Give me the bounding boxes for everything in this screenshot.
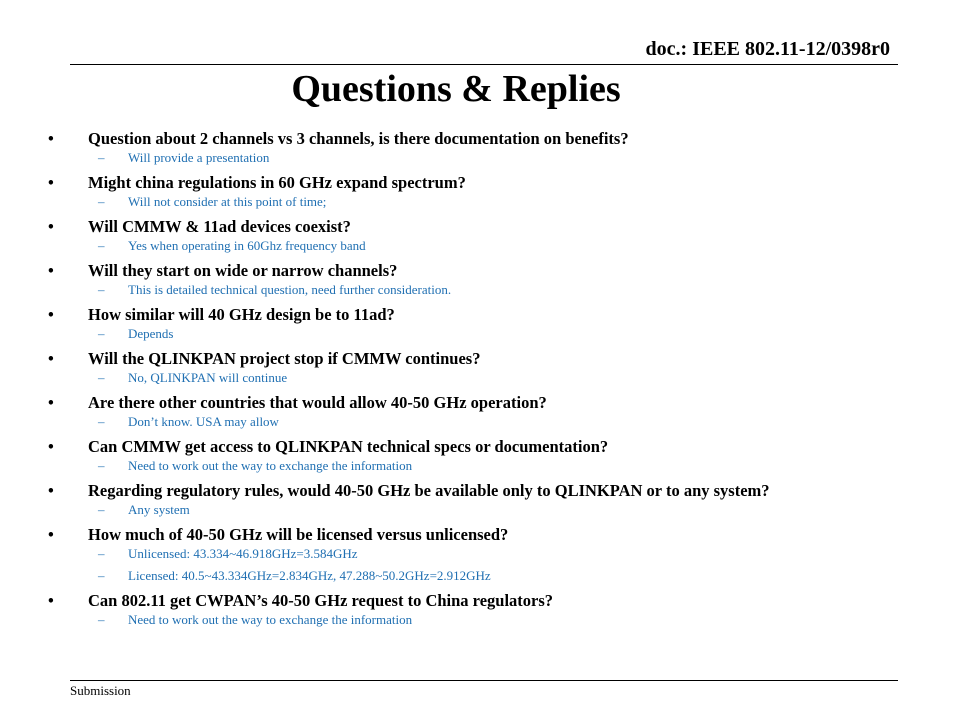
bullet-icon: •	[48, 437, 54, 456]
bullet-icon: •	[48, 129, 54, 148]
bullet-icon: •	[48, 305, 54, 324]
question	[48, 260, 928, 282]
question-text: Might china regulations in 60 GHz expand spectrum?	[88, 173, 466, 192]
reply-text: Any system	[128, 502, 190, 517]
dash-icon: –	[98, 238, 105, 253]
qa-item	[48, 172, 928, 210]
question-text: Regarding regulatory rules, would 40-50 GHz be available only to QLINKPAN or to any system?	[88, 481, 770, 500]
doc-id: doc.: IEEE 802.11-12/0398r0	[645, 38, 890, 60]
qa-item	[48, 216, 928, 254]
reply	[48, 326, 928, 342]
submission-label: Submission	[70, 683, 131, 698]
dash-icon: –	[98, 546, 105, 561]
reply	[48, 546, 928, 562]
reply-text: No, QLINKPAN will continue	[128, 370, 288, 385]
reply	[48, 458, 928, 474]
question-text: How similar will 40 GHz design be to 11ad?	[88, 305, 395, 324]
dash-icon: –	[98, 612, 105, 627]
qa-item	[48, 392, 928, 430]
question-text: Will the QLINKPAN project stop if CMMW continues?	[88, 349, 481, 368]
dash-icon: –	[98, 414, 105, 429]
bullet-icon: •	[48, 481, 54, 500]
reply-list	[48, 612, 928, 628]
qa-item	[48, 480, 928, 518]
reply-text: Will not consider at this point of time;	[128, 194, 327, 209]
reply-list	[48, 326, 928, 342]
question-text: Question about 2 channels vs 3 channels, is there documentation on benefits?	[88, 129, 629, 148]
question-text: Can 802.11 get CWPAN’s 40-50 GHz request to China regulators?	[88, 591, 554, 610]
bullet-icon: •	[48, 591, 54, 610]
header-rule	[70, 64, 898, 65]
reply-text: Depends	[128, 326, 174, 341]
question	[48, 128, 928, 150]
question-text: Will CMMW & 11ad devices coexist?	[88, 217, 351, 236]
bullet-icon: •	[48, 393, 54, 412]
question	[48, 524, 928, 546]
reply-list	[48, 194, 928, 210]
qa-list	[48, 128, 928, 634]
dash-icon: –	[98, 458, 105, 473]
dash-icon: –	[98, 370, 105, 385]
question	[48, 392, 928, 414]
reply-list	[48, 546, 928, 584]
dash-icon: –	[98, 502, 105, 517]
reply-list	[48, 238, 928, 254]
qa-item	[48, 524, 928, 584]
reply-text: Don’t know. USA may allow	[128, 414, 279, 429]
question-text: How much of 40-50 GHz will be licensed versus unlicensed?	[88, 525, 509, 544]
reply-list	[48, 150, 928, 166]
reply-text: Need to work out the way to exchange the information	[128, 458, 413, 473]
reply-list	[48, 414, 928, 430]
reply-text: Licensed: 40.5~43.334GHz=2.834GHz, 47.288~50.2GHz=2.912GHz	[128, 568, 491, 583]
qa-item	[48, 260, 928, 298]
question-text: Can CMMW get access to QLINKPAN technical specs or documentation?	[88, 437, 609, 456]
bullet-icon: •	[48, 349, 54, 368]
reply	[48, 150, 928, 166]
bullet-icon: •	[48, 261, 54, 280]
bullet-icon: •	[48, 217, 54, 236]
reply	[48, 282, 928, 298]
question	[48, 216, 928, 238]
question	[48, 348, 928, 370]
reply-text: This is detailed technical question, need further consideration.	[128, 282, 452, 297]
reply-list	[48, 458, 928, 474]
qa-item	[48, 304, 928, 342]
reply-text: Yes when operating in 60Ghz frequency band	[128, 238, 366, 253]
question	[48, 436, 928, 458]
reply-text: Need to work out the way to exchange the information	[128, 612, 413, 627]
reply	[48, 238, 928, 254]
reply	[48, 612, 928, 628]
dash-icon: –	[98, 568, 105, 583]
dash-icon: –	[98, 282, 105, 297]
question	[48, 304, 928, 326]
reply	[48, 502, 928, 518]
slide-title: Questions & Replies	[291, 68, 621, 110]
dash-icon: –	[98, 326, 105, 341]
question-text: Will they start on wide or narrow channels?	[88, 261, 398, 280]
qa-item	[48, 590, 928, 628]
bullet-icon: •	[48, 173, 54, 192]
question	[48, 480, 928, 502]
dash-icon: –	[98, 150, 105, 165]
qa-item	[48, 128, 928, 166]
qa-item	[48, 348, 928, 386]
question	[48, 172, 928, 194]
reply	[48, 194, 928, 210]
qa-item	[48, 436, 928, 474]
reply-list	[48, 502, 928, 518]
reply-text: Will provide a presentation	[128, 150, 270, 165]
question-text: Are there other countries that would allow 40-50 GHz operation?	[88, 393, 547, 412]
bullet-icon: •	[48, 525, 54, 544]
reply	[48, 370, 928, 386]
reply	[48, 414, 928, 430]
reply-list	[48, 370, 928, 386]
reply-list	[48, 282, 928, 298]
dash-icon: –	[98, 194, 105, 209]
question	[48, 590, 928, 612]
reply	[48, 568, 928, 584]
reply-text: Unlicensed: 43.334~46.918GHz=3.584GHz	[128, 546, 358, 561]
footer-rule	[70, 680, 898, 681]
